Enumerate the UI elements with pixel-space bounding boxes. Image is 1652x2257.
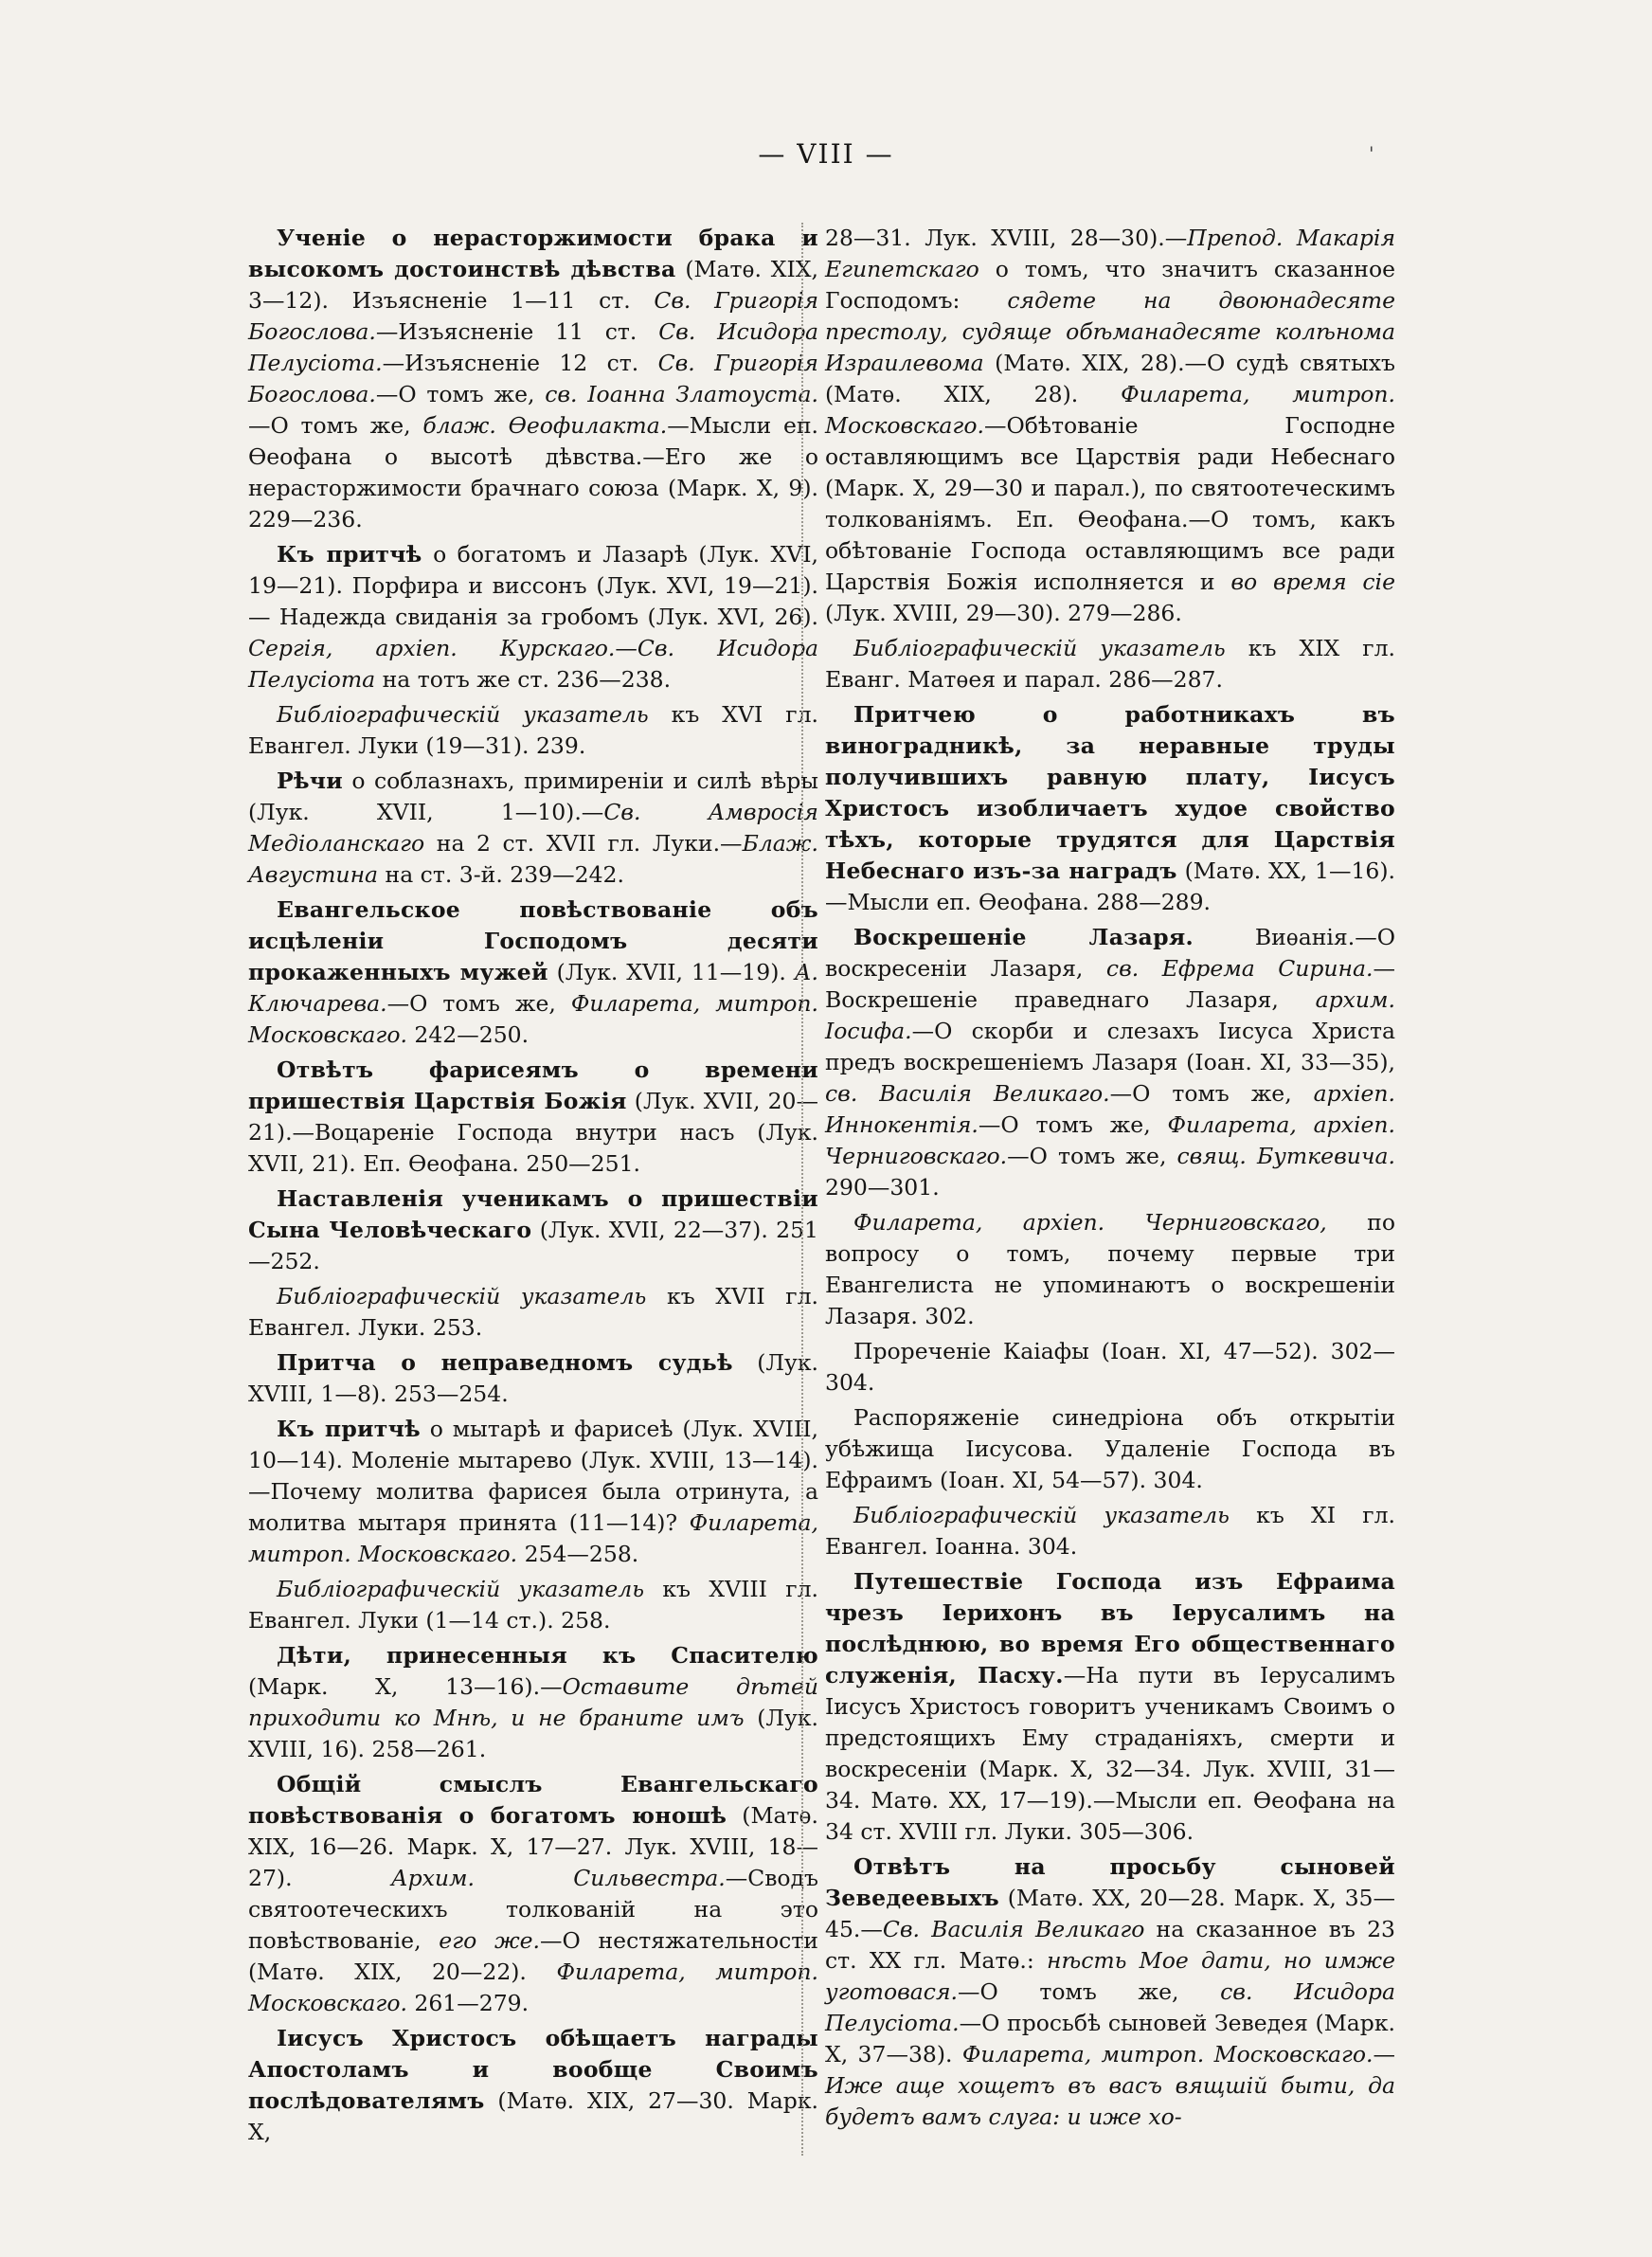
index-entry (248, 1640, 818, 1765)
entry-heading: Путешествіе Господа изъ Ефраима чрезъ Іерихонъ въ Іерусалимъ на послѣднюю, во время Его общественнаго служенія, Пасху. (825, 1568, 1395, 1688)
column-divider (801, 223, 803, 2156)
entry-author: Оставите дѣтей приходити ко Мнѣ, и не браните имъ (248, 1673, 818, 1731)
entry-text: 261—279. (406, 1990, 530, 2016)
entry-author: св. Іоанна Златоуста. (545, 381, 819, 407)
entry-author: архіеп. Иннокентія. (825, 1080, 1395, 1138)
entry-text: —Изъясненіе 12 ст. (382, 350, 658, 376)
entry-author: Филарета, архіеп. Черниговскаго. (825, 1111, 1395, 1169)
entry-author: Сергія, архіеп. Курскаго. (248, 635, 616, 661)
entry-author: св. Василія Великаго. (825, 1080, 1110, 1107)
entry-text: о соблазнахъ, примиреніи и силѣ вѣры (Лук. XVII, 1—10).— (248, 767, 818, 825)
entry-author: Архим. Сильвестра. (390, 1865, 726, 1891)
entry-author: Филарета, митроп. Московскаго. (248, 1509, 818, 1567)
entry-text: —Сводъ святоотеческихъ толкованій на это повѣствованіе, (248, 1865, 818, 1954)
entry-author: нѣсть Мое дати, но имже уготовася. (825, 1947, 1395, 2005)
entry-author: Филарета, митроп. Московскаго. (825, 381, 1396, 439)
entry-text: о богатомъ и Лазарѣ (Лук. XVI, 19—21). Порфира и виссонъ (Лук. XVI, 19—21). — Надежда свиданія за гробомъ (Лук. XVI, 26). (248, 541, 818, 630)
entry-heading: Общій смыслъ Евангельскаго повѣствованія о богатомъ юношѣ (248, 1771, 818, 1829)
index-entry (825, 633, 1395, 695)
entry-author: свящ. Буткевича. (1176, 1143, 1395, 1169)
entry-author: Блаж. Августина (248, 830, 818, 888)
entry-author: Филарета, митроп. Московскаго. (248, 1959, 818, 2016)
entry-author: Иже аще хощетъ въ васъ вящшій быти, да будетъ вамъ слуга: и иже хо- (825, 2072, 1395, 2130)
index-entry (825, 922, 1395, 1203)
entry-author: св. Ефрема Сирина. (1105, 955, 1374, 982)
entry-text: 290—301. (825, 1174, 940, 1201)
entry-author: Св. Григорія Богослова. (248, 287, 819, 345)
entry-text: —О томъ же, (957, 1978, 1221, 2005)
entry-author: Св. Исидора Пелусіота. (248, 318, 818, 376)
entry-heading: Притча о неправедномъ судьѣ (277, 1349, 733, 1376)
margin-mark: ' (1369, 142, 1374, 165)
index-entry (248, 223, 818, 535)
entry-text: (Лук. XVII, 20—21).—Воцареніе Господа внутри насъ (Лук. XVII, 21). Еп. Ѳеофана. 250—251. (248, 1088, 818, 1177)
entry-text: на сказанное въ 23 ст. XX гл. Матѳ.: (825, 1916, 1395, 1974)
index-entry (825, 1402, 1395, 1496)
entry-text: —О скорби и слезахъ Іисуса Христа предъ воскрешеніемъ Лазаря (Іоан. XI, 33—35), (825, 1018, 1395, 1075)
right-column (825, 223, 1395, 2137)
entry-text: — (1373, 2041, 1395, 2067)
entry-text: на ст. 3-й. 239—242. (378, 861, 624, 888)
index-entry (825, 1207, 1395, 1332)
entry-author: Св. Исидора Пелусіота (248, 635, 818, 693)
left-column (248, 223, 818, 2152)
entry-text: (Матѳ. XX, 1—16).—Мысли еп. Ѳеофана. 288—289. (825, 858, 1395, 915)
entry-text: —О томъ же, (375, 381, 546, 407)
entry-text: — (615, 635, 637, 661)
entry-text: —Воскрешеніе праведнаго Лазаря, (825, 955, 1395, 1013)
entry-author: во время сіе (1230, 569, 1395, 595)
entry-text: (Матѳ. XIX, 16—26. Марк. X, 17—27. Лук. XVIII, 18—27). (248, 1802, 818, 1891)
entry-text: къ XI гл. Евангел. Іоанна. 304. (825, 1502, 1395, 1560)
index-entry (248, 1055, 818, 1180)
entry-text: 242—250. (406, 1021, 530, 1048)
entry-text: (Лук. XVII, 11—19). (548, 959, 795, 985)
index-entry (248, 1347, 818, 1410)
entry-author: Св. Василія Великаго (882, 1916, 1145, 1942)
index-entry (825, 1500, 1395, 1562)
entry-author: его же. (439, 1927, 541, 1954)
entry-text: къ XIX гл. Еванг. Матѳея и парал. 286—287. (825, 635, 1395, 693)
entry-author: сядете на двоюнадесяте престолу, судяще обѣманадесяте колѣнома Израилевома (825, 287, 1395, 376)
entry-text: по вопросу о томъ, почему первые три Евангелиста не упоминаютъ о воскрешеніи Лазаря. 302. (825, 1209, 1395, 1329)
entry-author: Св. Амвросія Медіоланскаго (248, 799, 818, 857)
entry-text: —О томъ же, (386, 990, 571, 1017)
entry-heading: Іисусъ Христосъ обѣщаетъ награды Апостоламъ и вообще Своимъ послѣдователямъ (248, 2025, 818, 2114)
entry-text: (Матѳ. XIX, 3—12). Изъясненіе 1—11 ст. (248, 256, 819, 314)
index-entry (248, 1281, 818, 1344)
entry-heading: Къ притчѣ (277, 1416, 421, 1442)
index-entry (248, 1183, 818, 1277)
entry-text: —О томъ же, (1007, 1143, 1177, 1169)
entry-text: (Лук. XVII, 22—37). 251—252. (248, 1217, 818, 1274)
entry-author: св. Исидора Пелусіота. (825, 1978, 1395, 2036)
entry-heading: Ученіе о нерасторжимости брака и высокомъ достоинствѣ дѣвства (248, 225, 818, 282)
entry-text: 254—258. (517, 1541, 639, 1567)
entry-text: —Изъясненіе 11 ст. (375, 318, 659, 345)
page-number: — VIII — (758, 138, 894, 170)
entry-text: (Матѳ. XX, 20—28. Марк. X, 35—45.— (825, 1885, 1395, 1942)
entry-author: блаж. Ѳеофилакта. (422, 412, 668, 439)
entry-heading: Дѣти, принесенныя къ Спасителю (277, 1642, 818, 1669)
entry-text: (Лук. XVIII, 29—30). 279—286. (825, 600, 1182, 626)
entry-text: на 2 ст. XVII гл. Луки.— (424, 830, 743, 857)
index-entry (248, 894, 818, 1051)
entry-heading: Наставленія ученикамъ о пришествіи Сына Человѣческаго (248, 1185, 818, 1243)
entry-text: —Обѣтованіе Господне оставляющимъ все Царствія ради Небеснаго (Марк. X, 29—30 и парал.), по святоотеческимъ толкованіямъ. Еп. Ѳеофана.—О томъ, какъ обѣтованіе Господа оставляющимъ все ради Царствія Божія исполняется и (825, 412, 1395, 595)
entry-author: Библіографическій указатель (277, 1283, 647, 1309)
entry-text: 28—31. Лук. XVIII, 28—30).— (825, 225, 1188, 251)
entry-heading: Къ притчѣ (277, 541, 422, 568)
entry-author: Препод. Макарія Египетскаго (825, 225, 1396, 282)
entry-text: (Марк. X, 13—16).— (248, 1673, 563, 1700)
entry-author: Филарета, митроп. Московскаго. (961, 2041, 1374, 2067)
entry-text: о мытарѣ и фарисеѣ (Лук. XVIII, 10—14). Моленіе мытарево (Лук. XVIII, 13—14).—Почему молитва фарисея была отринута, а молитва мытаря принята (11—14)? (248, 1416, 818, 1536)
entry-text: (Матѳ. XIX, 27—30. Марк. X, (248, 2087, 818, 2145)
entry-text: —О томъ же, (248, 412, 423, 439)
entry-author: Библіографическій указатель (277, 1576, 645, 1602)
entry-text: къ XVII гл. Евангел. Луки. 253. (248, 1283, 818, 1341)
entry-text: —Мысли еп. Ѳеофана о высотѣ дѣвства.—Его же о нерасторжимости брачнаго союза (Марк. X, 9). 229—236. (248, 412, 818, 533)
entry-text: (Лук. XVIII, 16). 258—261. (248, 1705, 818, 1762)
index-entry (825, 1851, 1395, 2133)
entry-text: —О томъ же, (1109, 1080, 1314, 1107)
entry-author: Св. Григорія Богослова. (248, 350, 818, 407)
entry-author: архим. Іосифа. (825, 986, 1395, 1044)
entry-author: Филарета, архіеп. Черниговскаго, (853, 1209, 1327, 1236)
entry-author: Библіографическій указатель (853, 1502, 1230, 1528)
entry-text: —О нестяжательности (Матѳ. XIX, 20—22). (248, 1927, 818, 1985)
entry-text: (Матѳ. XIX, 28).—О судѣ святыхъ (Матѳ. XIX, 28). (825, 350, 1395, 407)
entry-heading: Евангельское повѣствованіе объ исцѣленіи Господомъ десяти прокаженныхъ мужей (248, 896, 818, 985)
entry-author: А. Ключарева. (248, 959, 818, 1017)
entry-author: Библіографическій указатель (277, 701, 649, 728)
entry-text: Виѳанія.—О воскресеніи Лазаря, (825, 924, 1395, 982)
index-entry (248, 2023, 818, 2148)
entry-heading: Воскрешеніе Лазаря. (853, 924, 1194, 950)
index-entry (248, 1574, 818, 1636)
index-entry (248, 699, 818, 762)
entry-heading: Притчею о работникахъ въ виноградникѣ, за неравные труды получившихъ равную плату, Іисусъ Христосъ изобличаетъ худое свойство тѣхъ, которые трудятся для Царствія Небеснаго изъ-за наградъ (825, 701, 1395, 884)
index-entry (825, 1566, 1395, 1848)
entry-text: —На пути въ Іерусалимъ Іисусъ Христосъ говоритъ ученикамъ Своимъ о предстоящихъ Ему страданіяхъ, смерти и воскресеніи (Марк. X, 32—34. Лук. XVIII, 31—34. Матѳ. XX, 17—19).—Мысли еп. Ѳеофана на 34 ст. XVIII гл. Луки. 305—306. (825, 1662, 1395, 1845)
index-entry (825, 223, 1395, 629)
entry-author: Филарета, митроп. Московскаго. (248, 990, 818, 1048)
entry-text: (Лук. XVIII, 1—8). 253—254. (248, 1349, 819, 1407)
index-entry (825, 1336, 1395, 1399)
entry-text: Распоряженіе синедріона объ открытіи убѣжища Іисусова. Удаленіе Господа въ Ефраимъ (Іоан. XI, 54—57). 304. (825, 1404, 1395, 1493)
entry-author: Библіографическій указатель (853, 635, 1226, 661)
entry-text: Прореченіе Каіафы (Іоан. XI, 47—52). 302—304. (825, 1338, 1395, 1396)
entry-text: къ XVI гл. Евангел. Луки (19—31). 239. (248, 701, 818, 759)
entry-text: —О просьбѣ сыновей Зеведея (Марк. X, 37—38). (825, 2010, 1395, 2067)
entry-text: на тотъ же ст. 236—238. (375, 666, 672, 693)
index-entry (248, 539, 818, 695)
entry-text: —О томъ же, (978, 1111, 1168, 1138)
index-entry (248, 1414, 818, 1570)
entry-heading: Отвѣтъ на просьбу сыновей Зеведеевыхъ (825, 1853, 1395, 1911)
index-entry (825, 699, 1395, 918)
entry-heading: Отвѣтъ фарисеямъ о времени пришествія Царствія Божія (248, 1056, 818, 1114)
entry-heading: Рѣчи (277, 767, 344, 794)
index-entry (248, 766, 818, 891)
entry-text: къ XVIII гл. Евангел. Луки (1—14 ст.). 258. (248, 1576, 818, 1634)
index-entry (248, 1769, 818, 2019)
entry-text: о томъ, что значитъ сказанное Господомъ: (825, 256, 1395, 314)
